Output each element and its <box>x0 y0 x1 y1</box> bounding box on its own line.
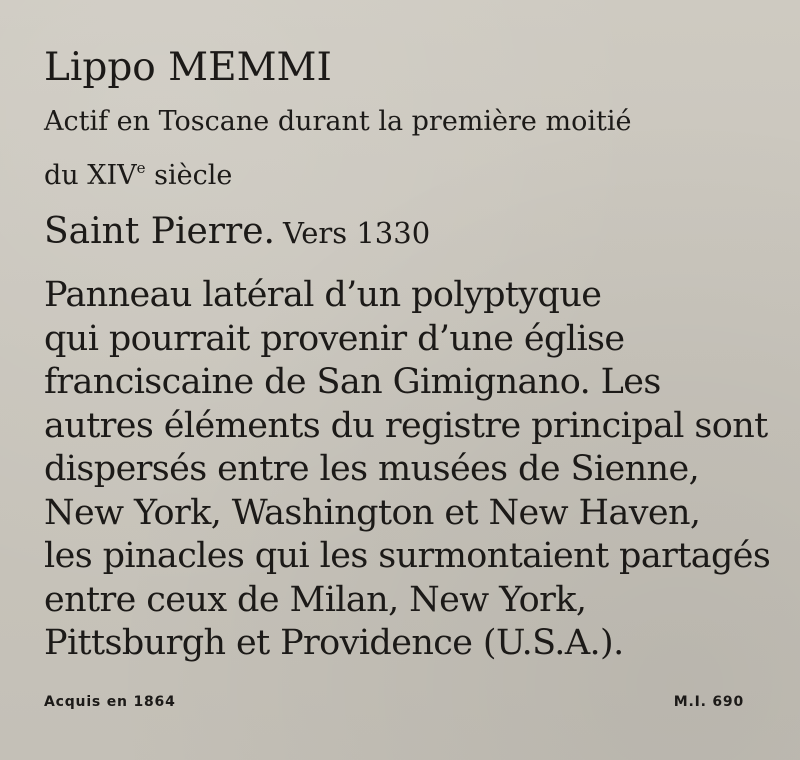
work-heading <box>44 211 431 252</box>
description-line: autres éléments du registre principal sont <box>44 405 768 446</box>
activity-suffix: siècle <box>145 160 233 191</box>
description-line: les pinacles qui les surmontaient partagés <box>44 536 771 576</box>
activity-prefix: du XIV <box>44 160 137 191</box>
inventory-number: M.I. 690 <box>673 694 744 710</box>
description-line: New York, Washington et New Haven, <box>44 492 701 533</box>
description-line: entre ceux de Milan, New York, <box>44 579 587 620</box>
work-title: Saint Pierre. <box>44 211 275 252</box>
description-line: dispersés entre les musées de Sienne, <box>44 449 700 489</box>
work-date: Vers 1330 <box>282 216 431 250</box>
description-line: Pittsburgh et Providence (U.S.A.). <box>44 623 624 663</box>
century-superscript: e <box>136 159 146 177</box>
description-line: qui pourrait provenir d’une église <box>44 318 625 359</box>
acquisition-note: Acquis en 1864 <box>44 694 176 710</box>
description-line: franciscaine de San Gimignano. Les <box>44 362 661 402</box>
description-line: Panneau latéral d’un polyptyque <box>44 275 602 315</box>
artist-activity-line-2 <box>44 159 233 191</box>
artist-activity-line-1: Actif en Toscane durant la première moitié <box>44 106 632 137</box>
artist-name: Lippo MEMMI <box>44 45 332 90</box>
description <box>44 274 770 666</box>
